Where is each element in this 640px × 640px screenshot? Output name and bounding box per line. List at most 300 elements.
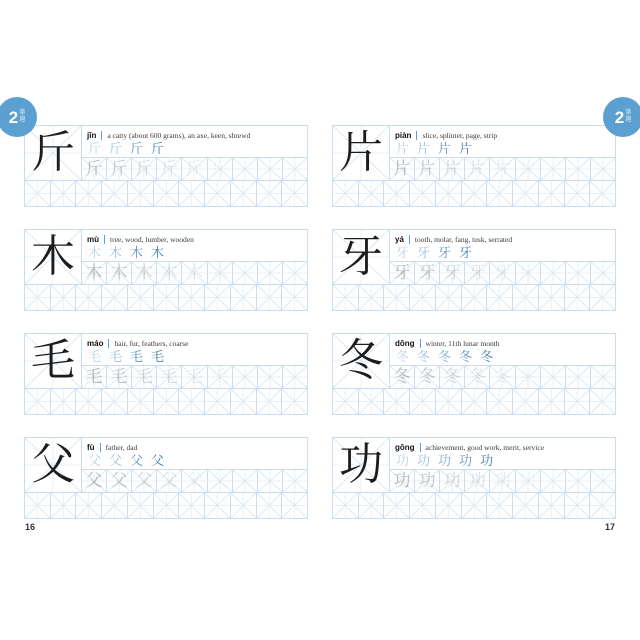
practice-cell (590, 470, 615, 492)
page-number: 16 (25, 522, 36, 532)
trace-practice-row (82, 261, 307, 284)
grid-guide-lines (283, 366, 307, 388)
trace-character: 毛 (211, 366, 229, 387)
practice-cell (82, 262, 106, 284)
practice-cell (207, 366, 232, 388)
grid-guide-lines (179, 285, 204, 310)
practice-cell (565, 158, 590, 180)
trace-character: 片 (493, 158, 511, 179)
grid-guide-lines (102, 493, 127, 518)
practice-cell (106, 470, 131, 492)
header-divider (409, 235, 410, 244)
grid-guide-lines (410, 285, 435, 310)
practice-cell (101, 493, 127, 518)
blank-practice-row (25, 180, 307, 206)
grid-guide-lines (565, 181, 590, 206)
stroke-step-glyph: 冬 (459, 350, 473, 365)
practice-cell (409, 389, 435, 414)
grid-guide-lines (76, 181, 101, 206)
practice-cell (461, 285, 487, 310)
practice-cell (489, 470, 514, 492)
grid-guide-lines (462, 493, 487, 518)
main-character: 斤 (31, 127, 75, 178)
entry-header (82, 230, 307, 246)
practice-cell (127, 493, 153, 518)
grid-guide-lines (333, 181, 358, 206)
grid-guide-lines (462, 285, 487, 310)
practice-cell (281, 285, 307, 310)
stroke-step-glyph: 功 (459, 454, 473, 469)
character-display-cell (25, 334, 82, 388)
header-divider (108, 339, 109, 348)
grid-guide-lines (462, 181, 487, 206)
practice-cell (464, 158, 489, 180)
page-right (332, 125, 616, 541)
page-number: 17 (604, 522, 615, 532)
grid-guide-lines (205, 285, 230, 310)
stroke-step-glyph: 功 (396, 454, 410, 469)
practice-cell (204, 285, 230, 310)
grid-guide-lines (566, 262, 590, 284)
trace-character: 木 (110, 262, 128, 283)
stroke-step-glyph: 片 (417, 142, 431, 157)
practice-cell (565, 262, 590, 284)
grid-guide-lines (258, 262, 282, 284)
practice-cell (257, 366, 282, 388)
stroke-order-row (82, 142, 307, 157)
definition-text: tree, wood, lumber, wooden (110, 234, 194, 244)
entry-header (82, 334, 307, 350)
stroke-step-glyph: 毛 (151, 350, 165, 365)
grid-guide-lines (51, 181, 76, 206)
stroke-step-glyph: 木 (109, 246, 123, 261)
practice-cell (82, 366, 106, 388)
trace-character: 毛 (135, 366, 153, 387)
trace-practice-row (82, 365, 307, 388)
practice-cell (540, 158, 565, 180)
grid-guide-lines (590, 493, 615, 518)
practice-cell (101, 181, 127, 206)
grid-guide-lines (154, 181, 179, 206)
trace-character: 冬 (443, 366, 461, 387)
grid-guide-lines (76, 493, 101, 518)
grid-guide-lines (231, 493, 256, 518)
grid-guide-lines (541, 262, 565, 284)
practice-cell (230, 493, 256, 518)
practice-cell (50, 389, 76, 414)
week-number: 2 (614, 107, 625, 127)
practice-cell (435, 285, 461, 310)
practice-cell (564, 181, 590, 206)
practice-cell (414, 470, 439, 492)
trace-character: 父 (185, 470, 203, 491)
grid-guide-lines (283, 262, 307, 284)
grid-guide-lines (154, 285, 179, 310)
stroke-step-glyph: 斤 (130, 142, 144, 157)
grid-guide-lines (282, 285, 307, 310)
grid-guide-lines (565, 389, 590, 414)
grid-guide-lines (282, 389, 307, 414)
practice-cell (25, 181, 50, 206)
practice-cell (512, 285, 538, 310)
practice-cell (564, 285, 590, 310)
grid-guide-lines (231, 181, 256, 206)
practice-cell (282, 470, 307, 492)
stroke-step-glyph: 毛 (109, 350, 123, 365)
practice-cell (589, 493, 615, 518)
week-label-bottom: 週 (625, 116, 632, 123)
practice-cell (257, 158, 282, 180)
practice-cell (127, 389, 153, 414)
grid-guide-lines (565, 285, 590, 310)
practice-cell (204, 181, 230, 206)
practice-cell (333, 181, 358, 206)
stroke-step-glyph: 功 (417, 454, 431, 469)
main-character: 毛 (31, 335, 75, 386)
practice-cell (439, 262, 464, 284)
week-label-top: 第 (625, 109, 632, 117)
grid-guide-lines (333, 389, 358, 414)
trace-practice-row (390, 261, 615, 284)
stroke-step-glyph: 木 (130, 246, 144, 261)
grid-guide-lines (541, 158, 565, 180)
stroke-step-glyph: 牙 (459, 246, 473, 261)
grid-guide-lines (410, 493, 435, 518)
practice-cell (153, 285, 179, 310)
entry-header (390, 126, 615, 142)
grid-guide-lines (154, 493, 179, 518)
trace-character: 功 (393, 470, 411, 491)
practice-cell (589, 285, 615, 310)
practice-cell (207, 262, 232, 284)
practice-cell (589, 389, 615, 414)
practice-cell (153, 389, 179, 414)
stroke-step-glyph: 木 (151, 246, 165, 261)
stroke-step-glyph: 斤 (109, 142, 123, 157)
stroke-order-row (390, 142, 615, 157)
definition-text: achievement, good work, merit, service (425, 442, 545, 452)
trace-character: 牙 (418, 262, 436, 283)
grid-guide-lines (25, 285, 50, 310)
trace-character: 片 (393, 158, 411, 179)
trace-practice-row (390, 469, 615, 492)
practice-cell (464, 366, 489, 388)
practice-cell (281, 493, 307, 518)
stroke-step-glyph: 牙 (438, 246, 452, 261)
practice-cell (207, 158, 232, 180)
grid-guide-lines (102, 181, 127, 206)
main-character: 片 (339, 127, 383, 178)
grid-guide-lines (384, 389, 409, 414)
practice-cell (256, 285, 282, 310)
header-divider (101, 131, 102, 140)
grid-guide-lines (541, 470, 565, 492)
grid-guide-lines (205, 493, 230, 518)
practice-cell (106, 366, 131, 388)
trace-practice-row (82, 157, 307, 180)
practice-cell (257, 470, 282, 492)
trace-character: 牙 (493, 262, 511, 283)
entry-header (390, 438, 615, 454)
practice-cell (178, 181, 204, 206)
practice-cell (414, 366, 439, 388)
grid-guide-lines (282, 493, 307, 518)
grid-guide-lines (513, 285, 538, 310)
page-left (24, 125, 308, 541)
character-display-cell (333, 334, 390, 388)
stroke-step-glyph: 片 (438, 142, 452, 157)
practice-cell (256, 389, 282, 414)
definition-text: winter, 11th lunar month (425, 338, 500, 348)
practice-cell (461, 181, 487, 206)
trace-character: 木 (135, 262, 153, 283)
practice-cell (181, 262, 206, 284)
practice-cell (127, 285, 153, 310)
grid-guide-lines (25, 389, 50, 414)
practice-cell (486, 493, 512, 518)
blank-practice-row (333, 388, 615, 414)
character-display-cell (25, 126, 82, 180)
grid-guide-lines (51, 285, 76, 310)
practice-cell (540, 262, 565, 284)
practice-cell (538, 285, 564, 310)
entry-header (390, 230, 615, 246)
practice-cell (75, 493, 101, 518)
practice-cell (540, 470, 565, 492)
trace-character: 冬 (468, 366, 486, 387)
pinyin-label: piàn (395, 130, 412, 140)
trace-character: 斤 (160, 158, 178, 179)
practice-cell (358, 389, 384, 414)
grid-guide-lines (384, 285, 409, 310)
blank-practice-row (333, 492, 615, 518)
practice-cell (565, 470, 590, 492)
trace-practice-row (390, 157, 615, 180)
grid-guide-lines (359, 285, 384, 310)
stroke-step-glyph: 毛 (130, 350, 144, 365)
practice-cell (257, 262, 282, 284)
grid-guide-lines (359, 389, 384, 414)
practice-cell (25, 493, 50, 518)
stroke-step-glyph: 斤 (88, 142, 102, 157)
trace-character: 冬 (493, 366, 511, 387)
grid-guide-lines (128, 493, 153, 518)
trace-character: 片 (443, 158, 461, 179)
grid-guide-lines (333, 493, 358, 518)
practice-cell (50, 285, 76, 310)
trace-character: 牙 (393, 262, 411, 283)
grid-guide-lines (384, 181, 409, 206)
practice-cell (25, 285, 50, 310)
grid-guide-lines (257, 285, 282, 310)
practice-cell (564, 493, 590, 518)
stroke-order-row (390, 454, 615, 469)
blank-practice-row (333, 284, 615, 310)
stroke-step-glyph: 片 (459, 142, 473, 157)
stroke-step-glyph: 牙 (396, 246, 410, 261)
practice-cell (538, 493, 564, 518)
stroke-step-glyph: 片 (396, 142, 410, 157)
practice-cell (101, 285, 127, 310)
trace-character: 功 (493, 470, 511, 491)
trace-character: 片 (418, 158, 436, 179)
trace-character: 功 (468, 470, 486, 491)
trace-character: 父 (135, 470, 153, 491)
practice-cell (464, 262, 489, 284)
grid-guide-lines (590, 181, 615, 206)
practice-cell (390, 470, 414, 492)
grid-guide-lines (283, 158, 307, 180)
practice-cell (178, 389, 204, 414)
practice-cell (131, 158, 156, 180)
character-display-cell (25, 438, 82, 492)
grid-guide-lines (565, 493, 590, 518)
stroke-step-glyph: 冬 (396, 350, 410, 365)
pinyin-label: yá (395, 234, 404, 244)
grid-guide-lines (539, 389, 564, 414)
grid-guide-lines (591, 470, 615, 492)
definition-text: hair, fur, feathers, coarse (114, 338, 189, 348)
grid-guide-lines (359, 493, 384, 518)
practice-cell (153, 181, 179, 206)
grid-guide-lines (258, 158, 282, 180)
stroke-step-glyph: 牙 (417, 246, 431, 261)
practice-cell (464, 470, 489, 492)
practice-cell (383, 389, 409, 414)
practice-cell (409, 285, 435, 310)
trace-character: 木 (160, 262, 178, 283)
stroke-step-glyph: 父 (109, 454, 123, 469)
grid-guide-lines (231, 389, 256, 414)
trace-character: 冬 (519, 366, 537, 387)
grid-guide-lines (233, 262, 257, 284)
trace-character: 牙 (519, 262, 537, 283)
grid-guide-lines (25, 493, 50, 518)
header-divider (420, 339, 421, 348)
practice-cell (333, 389, 358, 414)
grid-guide-lines (539, 285, 564, 310)
grid-guide-lines (487, 389, 512, 414)
practice-cell (435, 181, 461, 206)
stroke-step-glyph: 毛 (88, 350, 102, 365)
grid-guide-lines (257, 181, 282, 206)
week-label-bottom: 週 (19, 116, 26, 123)
grid-guide-lines (591, 158, 615, 180)
blank-practice-row (25, 492, 307, 518)
grid-guide-lines (205, 389, 230, 414)
entry-header (390, 334, 615, 350)
character-display-cell (333, 438, 390, 492)
trace-character: 功 (519, 470, 537, 491)
practice-cell (75, 389, 101, 414)
header-divider (104, 235, 105, 244)
practice-block (24, 333, 308, 415)
stroke-step-glyph: 父 (88, 454, 102, 469)
trace-character: 毛 (185, 366, 203, 387)
trace-character: 片 (519, 158, 537, 179)
grid-guide-lines (231, 285, 256, 310)
practice-cell (181, 158, 206, 180)
practice-cell (131, 470, 156, 492)
practice-cell (383, 285, 409, 310)
character-display-cell (25, 230, 82, 284)
stroke-order-row (82, 350, 307, 365)
grid-guide-lines (283, 470, 307, 492)
trace-character: 功 (443, 470, 461, 491)
practice-cell (75, 285, 101, 310)
grid-guide-lines (436, 389, 461, 414)
practice-cell (515, 470, 540, 492)
trace-character: 父 (211, 470, 229, 491)
grid-guide-lines (154, 389, 179, 414)
trace-character: 父 (160, 470, 178, 491)
practice-cell (256, 493, 282, 518)
practice-block (24, 229, 308, 311)
practice-cell (232, 366, 257, 388)
practice-cell (358, 285, 384, 310)
practice-cell (486, 181, 512, 206)
practice-cell (489, 262, 514, 284)
practice-cell (232, 470, 257, 492)
grid-guide-lines (233, 470, 257, 492)
grid-guide-lines (128, 181, 153, 206)
grid-guide-lines (258, 470, 282, 492)
trace-character: 斤 (135, 158, 153, 179)
grid-guide-lines (410, 181, 435, 206)
practice-cell (589, 181, 615, 206)
trace-practice-row (82, 469, 307, 492)
practice-cell (439, 470, 464, 492)
grid-guide-lines (102, 285, 127, 310)
practice-cell (101, 389, 127, 414)
stroke-step-glyph: 父 (130, 454, 144, 469)
practice-cell (538, 181, 564, 206)
stroke-step-glyph: 功 (438, 454, 452, 469)
practice-cell (181, 366, 206, 388)
entry-header (82, 126, 307, 142)
practice-cell (156, 366, 181, 388)
practice-cell (207, 470, 232, 492)
grid-guide-lines (76, 285, 101, 310)
practice-cell (590, 158, 615, 180)
practice-cell (512, 493, 538, 518)
header-divider (416, 131, 417, 140)
stroke-step-glyph: 功 (480, 454, 494, 469)
grid-guide-lines (590, 389, 615, 414)
practice-cell (538, 389, 564, 414)
main-character: 木 (31, 231, 75, 282)
practice-block (24, 125, 308, 207)
practice-cell (358, 181, 384, 206)
practice-cell (281, 389, 307, 414)
grid-guide-lines (513, 493, 538, 518)
grid-guide-lines (179, 181, 204, 206)
entry-header (82, 438, 307, 454)
week-badge-right (603, 97, 640, 137)
practice-block (332, 437, 616, 519)
practice-cell (25, 389, 50, 414)
grid-guide-lines (541, 366, 565, 388)
practice-cell (486, 285, 512, 310)
practice-cell (178, 493, 204, 518)
practice-cell (515, 366, 540, 388)
grid-guide-lines (566, 158, 590, 180)
blank-practice-row (333, 180, 615, 206)
practice-cell (282, 262, 307, 284)
practice-cell (82, 470, 106, 492)
grid-guide-lines (487, 285, 512, 310)
trace-character: 斤 (110, 158, 128, 179)
